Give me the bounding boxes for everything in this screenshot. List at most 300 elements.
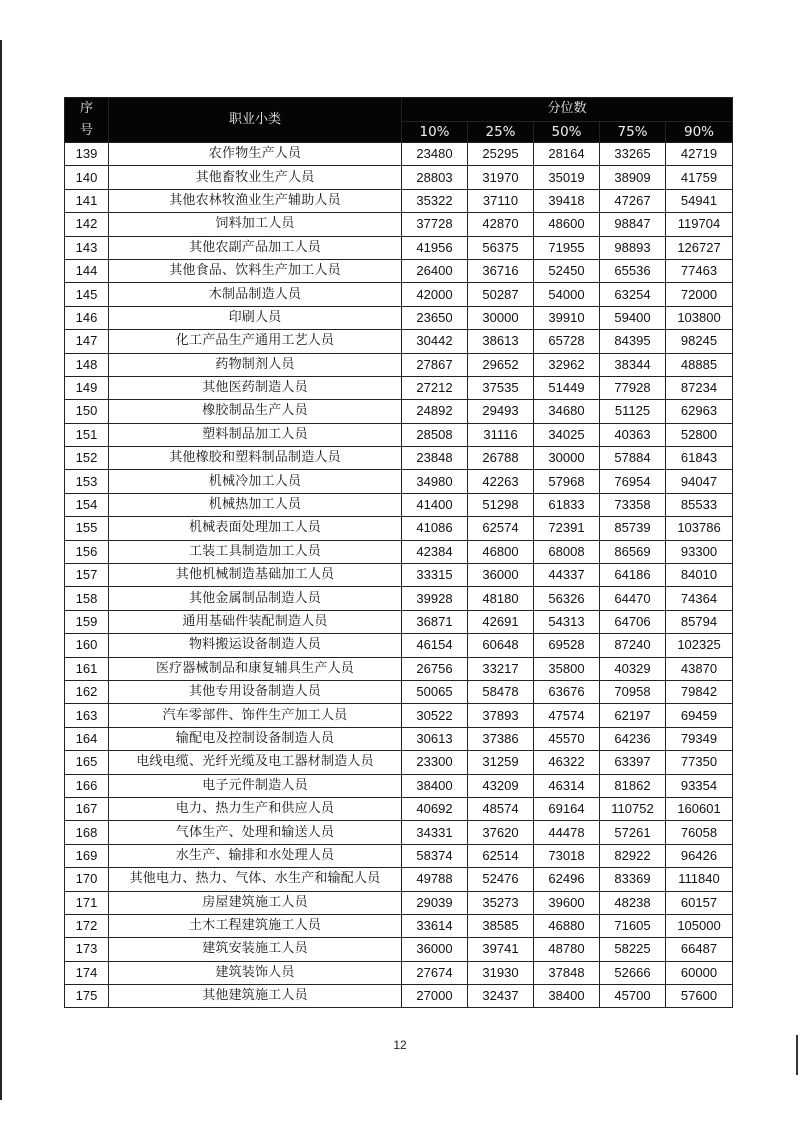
row-index: 146 [65,306,109,329]
row-index: 155 [65,517,109,540]
occupation-name: 房屋建筑施工人员 [109,891,402,914]
wage-p50: 32962 [534,353,600,376]
wage-p25: 31259 [468,751,534,774]
wage-p90: 103800 [666,306,733,329]
wage-p90: 77350 [666,751,733,774]
table-row [65,259,733,282]
row-index: 168 [65,821,109,844]
wage-p90: 85533 [666,493,733,516]
wage-p90: 98245 [666,330,733,353]
wage-p25: 37893 [468,704,534,727]
wage-p10: 34331 [402,821,468,844]
wage-p75: 98893 [600,236,666,259]
wage-p75: 33265 [600,143,666,166]
wage-p25: 62514 [468,844,534,867]
row-index: 165 [65,751,109,774]
wage-p75: 110752 [600,797,666,820]
row-index: 172 [65,914,109,937]
wage-p10: 46154 [402,634,468,657]
wage-p50: 62496 [534,868,600,891]
wage-p50: 48600 [534,213,600,236]
wage-p50: 34680 [534,400,600,423]
wage-p10: 27212 [402,376,468,399]
wage-p10: 30613 [402,727,468,750]
wage-p10: 33315 [402,564,468,587]
wage-p10: 23650 [402,306,468,329]
wage-p25: 42870 [468,213,534,236]
wage-p75: 48238 [600,891,666,914]
row-index: 142 [65,213,109,236]
row-index: 170 [65,868,109,891]
table-body [65,143,733,1008]
row-index: 145 [65,283,109,306]
wage-p50: 47574 [534,704,600,727]
wage-p75: 85739 [600,517,666,540]
wage-p25: 32437 [468,985,534,1008]
table-row [65,213,733,236]
row-index: 159 [65,610,109,633]
index-column-header [65,98,109,143]
wage-p25: 42691 [468,610,534,633]
wage-p75: 64706 [600,610,666,633]
wage-p10: 23300 [402,751,468,774]
row-index: 167 [65,797,109,820]
wage-p75: 86569 [600,540,666,563]
table-row [65,751,733,774]
wage-p90: 160601 [666,797,733,820]
table-row [65,330,733,353]
row-index: 164 [65,727,109,750]
row-index: 153 [65,470,109,493]
wage-p10: 26400 [402,259,468,282]
table-row [65,423,733,446]
wage-p90: 111840 [666,868,733,891]
wage-p90: 69459 [666,704,733,727]
table-row [65,891,733,914]
index-header-line2: 号 [79,123,93,138]
wage-p25: 35273 [468,891,534,914]
wage-p90: 76058 [666,821,733,844]
row-index: 175 [65,985,109,1008]
wage-p25: 37620 [468,821,534,844]
occupation-name: 建筑安装施工人员 [109,938,402,961]
wage-p10: 38400 [402,774,468,797]
occupation-name: 电力、热力生产和供应人员 [109,797,402,820]
table-row [65,353,733,376]
wage-p75: 59400 [600,306,666,329]
wage-p50: 48780 [534,938,600,961]
wage-p50: 34025 [534,423,600,446]
wage-p25: 33217 [468,657,534,680]
wage-p90: 52800 [666,423,733,446]
row-index: 173 [65,938,109,961]
occupation-name: 其他建筑施工人员 [109,985,402,1008]
wage-p10: 23848 [402,447,468,470]
wage-p10: 28508 [402,423,468,446]
wage-p90: 119704 [666,213,733,236]
wage-p75: 52666 [600,961,666,984]
table-row [65,914,733,937]
wage-p90: 93300 [666,540,733,563]
wage-p25: 52476 [468,868,534,891]
wage-p50: 57968 [534,470,600,493]
wage-p90: 41759 [666,166,733,189]
wage-p25: 31930 [468,961,534,984]
wage-p10: 39928 [402,587,468,610]
occupation-name: 其他金属制品制造人员 [109,587,402,610]
wage-p50: 68008 [534,540,600,563]
wage-p50: 73018 [534,844,600,867]
wage-p10: 34980 [402,470,468,493]
wage-p50: 46880 [534,914,600,937]
row-index: 140 [65,166,109,189]
wage-p50: 72391 [534,517,600,540]
percentile-group-header: 分位数 [402,98,733,122]
occupation-name: 水生产、输排和水处理人员 [109,844,402,867]
wage-p50: 54313 [534,610,600,633]
wage-p50: 56326 [534,587,600,610]
wage-p10: 41400 [402,493,468,516]
row-index: 151 [65,423,109,446]
row-index: 143 [65,236,109,259]
table-row [65,189,733,212]
wage-p50: 71955 [534,236,600,259]
wage-p90: 77463 [666,259,733,282]
wage-p10: 36871 [402,610,468,633]
wage-p25: 39741 [468,938,534,961]
occupation-name: 其他畜牧业生产人员 [109,166,402,189]
row-index: 162 [65,680,109,703]
wage-p50: 61833 [534,493,600,516]
wage-p75: 77928 [600,376,666,399]
wage-p90: 48885 [666,353,733,376]
wage-p90: 79842 [666,680,733,703]
wage-p90: 60157 [666,891,733,914]
occupation-name: 其他农副产品加工人员 [109,236,402,259]
table-row [65,470,733,493]
wage-p75: 57884 [600,447,666,470]
wage-p50: 28164 [534,143,600,166]
wage-p10: 30522 [402,704,468,727]
row-index: 152 [65,447,109,470]
wage-p50: 69528 [534,634,600,657]
wage-p50: 52450 [534,259,600,282]
table-row [65,306,733,329]
wage-p75: 87240 [600,634,666,657]
table-row [65,517,733,540]
wage-p50: 35800 [534,657,600,680]
table-row [65,797,733,820]
wage-p90: 93354 [666,774,733,797]
wage-p25: 31970 [468,166,534,189]
table-row [65,821,733,844]
wage-p25: 48574 [468,797,534,820]
wage-p10: 50065 [402,680,468,703]
occupation-name: 塑料制品加工人员 [109,423,402,446]
wage-p10: 27867 [402,353,468,376]
wage-p75: 64236 [600,727,666,750]
wage-p10: 27000 [402,985,468,1008]
wage-p90: 57600 [666,985,733,1008]
wage-p10: 49788 [402,868,468,891]
wage-p75: 84395 [600,330,666,353]
occupation-name: 化工产品生产通用工艺人员 [109,330,402,353]
table-row [65,587,733,610]
percentile-header-90: 90% [666,121,733,142]
wage-p90: 105000 [666,914,733,937]
wage-p10: 42384 [402,540,468,563]
index-header-line1: 序 [79,101,93,116]
wage-p10: 42000 [402,283,468,306]
wage-p25: 36716 [468,259,534,282]
occupation-name: 饲料加工人员 [109,213,402,236]
wage-p50: 44337 [534,564,600,587]
row-index: 163 [65,704,109,727]
row-index: 156 [65,540,109,563]
wage-p75: 64186 [600,564,666,587]
wage-p25: 43209 [468,774,534,797]
wage-p90: 102325 [666,634,733,657]
scan-edge-left [0,40,2,1100]
occupation-name: 输配电及控制设备制造人员 [109,727,402,750]
page-number: 12 [393,1038,407,1052]
wage-p10: 28803 [402,166,468,189]
occupation-name: 通用基础件装配制造人员 [109,610,402,633]
wage-p75: 45700 [600,985,666,1008]
wage-p90: 43870 [666,657,733,680]
wage-p25: 29652 [468,353,534,376]
wage-p10: 35322 [402,189,468,212]
table-row [65,727,733,750]
occupation-name: 机械表面处理加工人员 [109,517,402,540]
wage-p50: 30000 [534,447,600,470]
occupation-name: 药物制剂人员 [109,353,402,376]
row-index: 144 [65,259,109,282]
wage-p10: 37728 [402,213,468,236]
row-index: 169 [65,844,109,867]
table-row [65,634,733,657]
occupation-name: 其他医药制造人员 [109,376,402,399]
wage-p50: 54000 [534,283,600,306]
wage-p10: 30442 [402,330,468,353]
table-row [65,376,733,399]
occupation-name: 电子元件制造人员 [109,774,402,797]
wage-p90: 66487 [666,938,733,961]
wage-p50: 35019 [534,166,600,189]
row-index: 154 [65,493,109,516]
wage-p25: 37110 [468,189,534,212]
percentile-header-75: 75% [600,121,666,142]
table-row [65,447,733,470]
wage-p25: 51298 [468,493,534,516]
occupation-name: 物料搬运设备制造人员 [109,634,402,657]
wage-p75: 38344 [600,353,666,376]
wage-p10: 24892 [402,400,468,423]
wage-p10: 27674 [402,961,468,984]
wage-p75: 47267 [600,189,666,212]
table-row [65,143,733,166]
row-index: 161 [65,657,109,680]
wage-p50: 39910 [534,306,600,329]
table-row [65,236,733,259]
wage-p90: 126727 [666,236,733,259]
table-row [65,844,733,867]
wage-p25: 62574 [468,517,534,540]
wage-p50: 45570 [534,727,600,750]
table-row [65,868,733,891]
wage-p25: 60648 [468,634,534,657]
occupation-name: 电线电缆、光纤光缆及电工器材制造人员 [109,751,402,774]
wage-p75: 81862 [600,774,666,797]
wage-p25: 37535 [468,376,534,399]
wage-p10: 41956 [402,236,468,259]
wage-p75: 40363 [600,423,666,446]
wage-p10: 36000 [402,938,468,961]
table-row [65,961,733,984]
wage-p90: 94047 [666,470,733,493]
wage-p25: 31116 [468,423,534,446]
table-row [65,774,733,797]
wage-p25: 58478 [468,680,534,703]
wage-p25: 30000 [468,306,534,329]
table-row [65,610,733,633]
table-row [65,680,733,703]
wage-p90: 72000 [666,283,733,306]
occupation-name: 其他电力、热力、气体、水生产和输配人员 [109,868,402,891]
percentile-header-10: 10% [402,121,468,142]
wage-p75: 51125 [600,400,666,423]
wage-p50: 65728 [534,330,600,353]
occupation-name: 建筑装饰人员 [109,961,402,984]
table-row [65,493,733,516]
row-index: 150 [65,400,109,423]
table-row [65,400,733,423]
wage-p90: 62963 [666,400,733,423]
wage-p75: 63254 [600,283,666,306]
row-index: 158 [65,587,109,610]
row-index: 157 [65,564,109,587]
wage-p75: 82922 [600,844,666,867]
wage-p50: 46322 [534,751,600,774]
wage-p90: 84010 [666,564,733,587]
occupation-name: 木制品制造人员 [109,283,402,306]
wage-p90: 42719 [666,143,733,166]
wage-p10: 26756 [402,657,468,680]
wage-p25: 36000 [468,564,534,587]
wage-p25: 38585 [468,914,534,937]
wage-p50: 37848 [534,961,600,984]
wage-p75: 62197 [600,704,666,727]
row-index: 160 [65,634,109,657]
table-row [65,704,733,727]
wage-p10: 23480 [402,143,468,166]
table-row [65,283,733,306]
wage-p75: 98847 [600,213,666,236]
occupation-name: 工装工具制造加工人员 [109,540,402,563]
row-index: 174 [65,961,109,984]
wage-p75: 73358 [600,493,666,516]
row-index: 147 [65,330,109,353]
wage-p75: 58225 [600,938,666,961]
row-index: 141 [65,189,109,212]
wage-percentile-table [64,97,733,1008]
table-row [65,166,733,189]
occupation-name: 橡胶制品生产人员 [109,400,402,423]
occupation-name: 机械冷加工人员 [109,470,402,493]
wage-p90: 74364 [666,587,733,610]
row-index: 166 [65,774,109,797]
wage-p10: 33614 [402,914,468,937]
wage-p75: 64470 [600,587,666,610]
wage-p90: 87234 [666,376,733,399]
wage-p25: 42263 [468,470,534,493]
wage-p25: 25295 [468,143,534,166]
occupation-name: 农作物生产人员 [109,143,402,166]
wage-p50: 39418 [534,189,600,212]
wage-p75: 71605 [600,914,666,937]
wage-p25: 26788 [468,447,534,470]
table-row [65,564,733,587]
table-header [65,98,733,143]
row-index: 171 [65,891,109,914]
wage-p90: 54941 [666,189,733,212]
wage-p25: 46800 [468,540,534,563]
table-row [65,985,733,1008]
wage-p25: 37386 [468,727,534,750]
table-row [65,938,733,961]
wage-p50: 63676 [534,680,600,703]
occupation-name: 医疗器械制品和康复辅具生产人员 [109,657,402,680]
wage-p25: 56375 [468,236,534,259]
wage-p90: 85794 [666,610,733,633]
occupation-name: 其他橡胶和塑料制品制造人员 [109,447,402,470]
occupation-name: 土木工程建筑施工人员 [109,914,402,937]
wage-p90: 61843 [666,447,733,470]
wage-p50: 46314 [534,774,600,797]
wage-p25: 38613 [468,330,534,353]
percentile-header-25: 25% [468,121,534,142]
row-index: 148 [65,353,109,376]
wage-p25: 48180 [468,587,534,610]
wage-p90: 60000 [666,961,733,984]
wage-p90: 79349 [666,727,733,750]
wage-p75: 70958 [600,680,666,703]
wage-p50: 39600 [534,891,600,914]
table-row [65,540,733,563]
occupation-name: 汽车零部件、饰件生产加工人员 [109,704,402,727]
wage-p75: 76954 [600,470,666,493]
table-row [65,657,733,680]
category-column-header: 职业小类 [109,98,402,143]
wage-p10: 40692 [402,797,468,820]
wage-p75: 40329 [600,657,666,680]
occupation-name: 机械热加工人员 [109,493,402,516]
wage-p75: 38909 [600,166,666,189]
occupation-name: 气体生产、处理和输送人员 [109,821,402,844]
wage-p75: 65536 [600,259,666,282]
wage-p25: 29493 [468,400,534,423]
wage-p10: 41086 [402,517,468,540]
occupation-name: 其他专用设备制造人员 [109,680,402,703]
occupation-name: 其他农林牧渔业生产辅助人员 [109,189,402,212]
wage-p50: 69164 [534,797,600,820]
wage-p50: 44478 [534,821,600,844]
wage-p75: 57261 [600,821,666,844]
wage-p50: 38400 [534,985,600,1008]
wage-p10: 58374 [402,844,468,867]
occupation-name: 印刷人员 [109,306,402,329]
wage-p50: 51449 [534,376,600,399]
